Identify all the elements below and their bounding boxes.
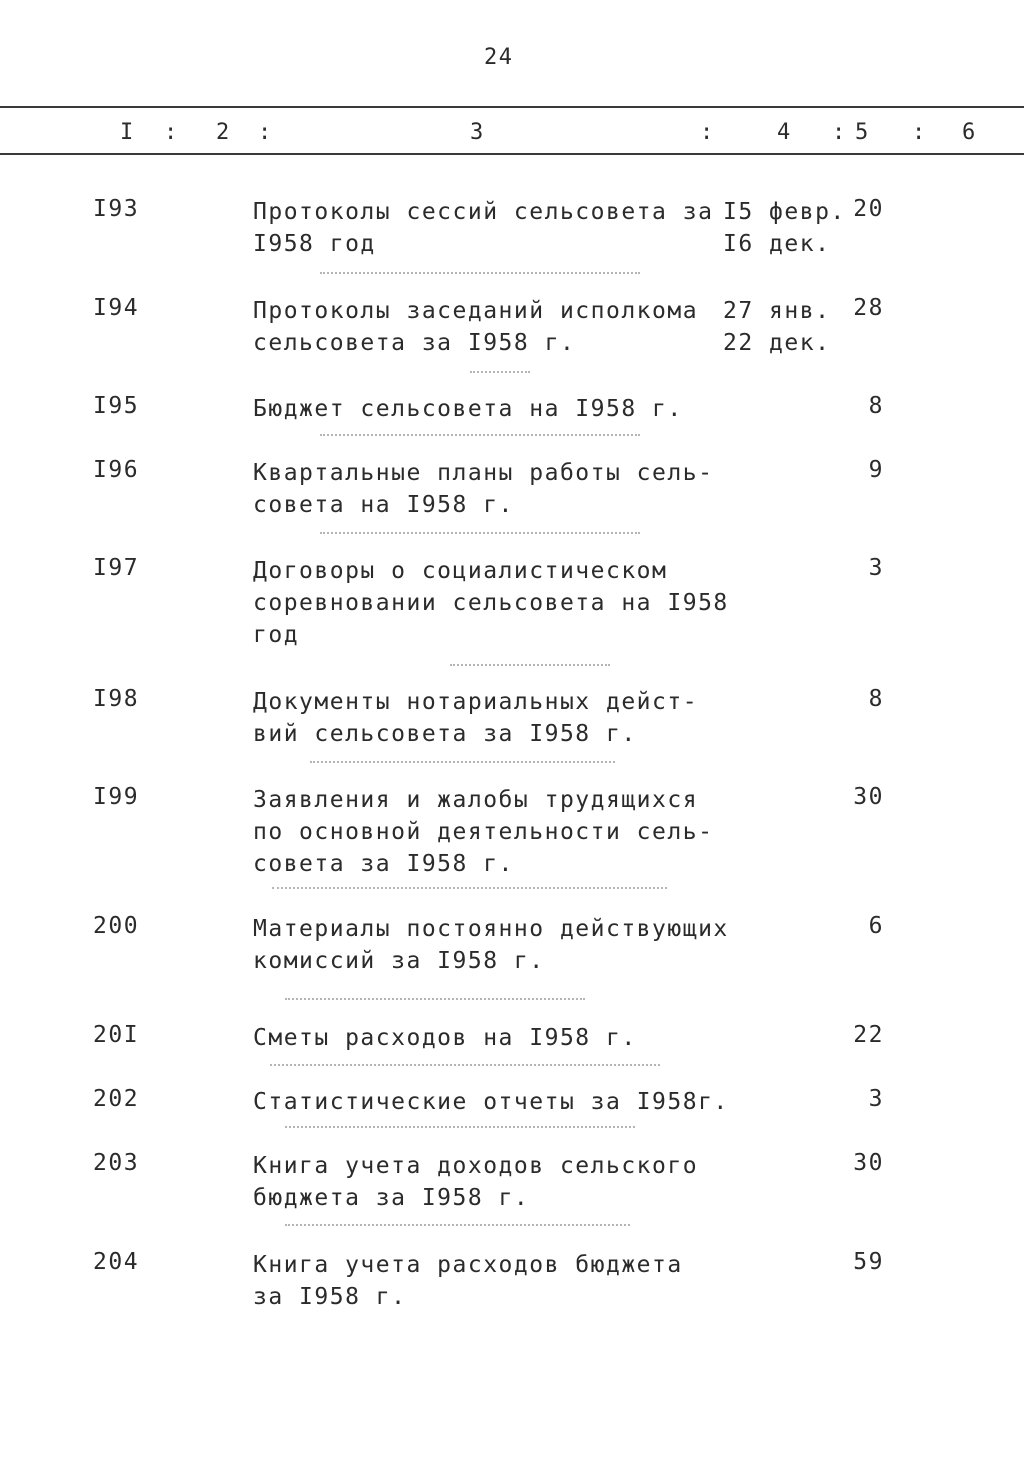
- row-number: 203: [93, 1150, 140, 1176]
- row-number: I98: [93, 686, 140, 712]
- row-title-line: Материалы постоянно действующих: [253, 916, 729, 942]
- row-title-line: соревновании сельсовета на I958: [253, 590, 729, 616]
- row-number: 204: [93, 1249, 140, 1275]
- row-number: I96: [93, 457, 140, 483]
- row-title-line: бюджета за I958 г.: [253, 1185, 530, 1211]
- row-title-line: Протоколы сессий сельсовета за: [253, 199, 714, 225]
- header-separator-5: :: [912, 120, 927, 145]
- row-title-line: совета на I958 г.: [253, 492, 514, 518]
- row-sheet-count: 3: [868, 555, 884, 581]
- row-title-line: Договоры о социалистическом: [253, 558, 668, 584]
- header-separator-2: :: [258, 120, 273, 145]
- row-title-line: Протоколы заседаний исполкома: [253, 298, 699, 324]
- row-title-line: Книга учета расходов бюджета: [253, 1252, 683, 1278]
- row-title-line: по основной деятельности сель-: [253, 819, 714, 845]
- row-title-line: Квартальные планы работы сель-: [253, 460, 714, 486]
- row-title: [253, 1022, 637, 1054]
- row-title-line: Бюджет сельсовета на I958 г.: [253, 396, 683, 422]
- row-number: I94: [93, 295, 140, 321]
- row-title-line: вий сельсовета за I958 г.: [253, 721, 637, 747]
- row-number: I95: [93, 393, 140, 419]
- row-number: 202: [93, 1086, 140, 1112]
- dotted-separator: [285, 1126, 635, 1130]
- row-title: [253, 196, 713, 260]
- row-title-line: год: [253, 622, 300, 648]
- row-title: [253, 555, 729, 651]
- row-number: 200: [93, 913, 140, 939]
- dotted-separator: [272, 887, 667, 891]
- row-title-line: за I958 г.: [253, 1284, 407, 1310]
- row-title: [253, 295, 698, 359]
- dotted-separator: [310, 761, 615, 765]
- row-title: [253, 686, 698, 750]
- row-title: [253, 393, 683, 425]
- row-sheet-count: 8: [868, 686, 884, 712]
- row-date-end: I6 дек.: [723, 231, 831, 257]
- row-title-line: Заявления и жалобы трудящихся: [253, 787, 699, 813]
- row-date-end: 22 дек.: [723, 330, 831, 356]
- row-title-line: сельсовета за I958 г.: [253, 330, 576, 356]
- header-col-5: 5: [855, 120, 870, 145]
- dotted-separator: [450, 664, 610, 668]
- row-title-line: Книга учета доходов сельского: [253, 1153, 699, 1179]
- dotted-separator: [270, 1064, 660, 1068]
- row-sheet-count: 9: [868, 457, 884, 483]
- header-col-1: I: [120, 120, 135, 145]
- row-dates: [723, 295, 830, 359]
- row-sheet-count: 22: [853, 1022, 884, 1048]
- header-col-2: 2: [216, 120, 231, 145]
- row-title: [253, 457, 713, 521]
- row-number: I99: [93, 784, 140, 810]
- header-separator-4: :: [832, 120, 847, 145]
- dotted-separator: [285, 998, 585, 1002]
- row-title-line: комиссий за I958 г.: [253, 948, 545, 974]
- dotted-separator: [470, 371, 530, 375]
- row-sheet-count: 20: [853, 196, 884, 222]
- page-number: 24: [484, 45, 514, 70]
- row-title: [253, 784, 713, 880]
- row-title-line: совета за I958 г.: [253, 851, 514, 877]
- row-sheet-count: 3: [868, 1086, 884, 1112]
- header-separator-3: :: [700, 120, 715, 145]
- row-title: [253, 1150, 698, 1214]
- row-number: I97: [93, 555, 140, 581]
- row-dates: [723, 196, 846, 260]
- row-date-start: I5 февр.: [723, 199, 846, 225]
- row-title-line: Статистические отчеты за I958г.: [253, 1089, 729, 1115]
- row-title-line: I958 год: [253, 231, 376, 257]
- dotted-separator: [320, 272, 640, 276]
- row-date-start: 27 янв.: [723, 298, 831, 324]
- row-title: [253, 1249, 683, 1313]
- header-col-4: 4: [777, 120, 792, 145]
- row-sheet-count: 59: [853, 1249, 884, 1275]
- row-sheet-count: 30: [853, 784, 884, 810]
- dotted-separator: [320, 532, 640, 536]
- row-sheet-count: 8: [868, 393, 884, 419]
- row-sheet-count: 30: [853, 1150, 884, 1176]
- row-number: 20I: [93, 1022, 140, 1048]
- row-number: I93: [93, 196, 140, 222]
- header-bottom-rule: [0, 153, 1024, 155]
- row-sheet-count: 6: [868, 913, 884, 939]
- header-top-rule: [0, 106, 1024, 108]
- row-sheet-count: 28: [853, 295, 884, 321]
- row-title: [253, 1086, 729, 1118]
- header-col-3: 3: [470, 120, 485, 145]
- row-title-line: Сметы расходов на I958 г.: [253, 1025, 637, 1051]
- dotted-separator: [285, 1224, 630, 1228]
- row-title-line: Документы нотариальных дейст-: [253, 689, 699, 715]
- header-separator-1: :: [164, 120, 179, 145]
- dotted-separator: [320, 434, 640, 438]
- row-title: [253, 913, 729, 977]
- header-col-6: 6: [962, 120, 977, 145]
